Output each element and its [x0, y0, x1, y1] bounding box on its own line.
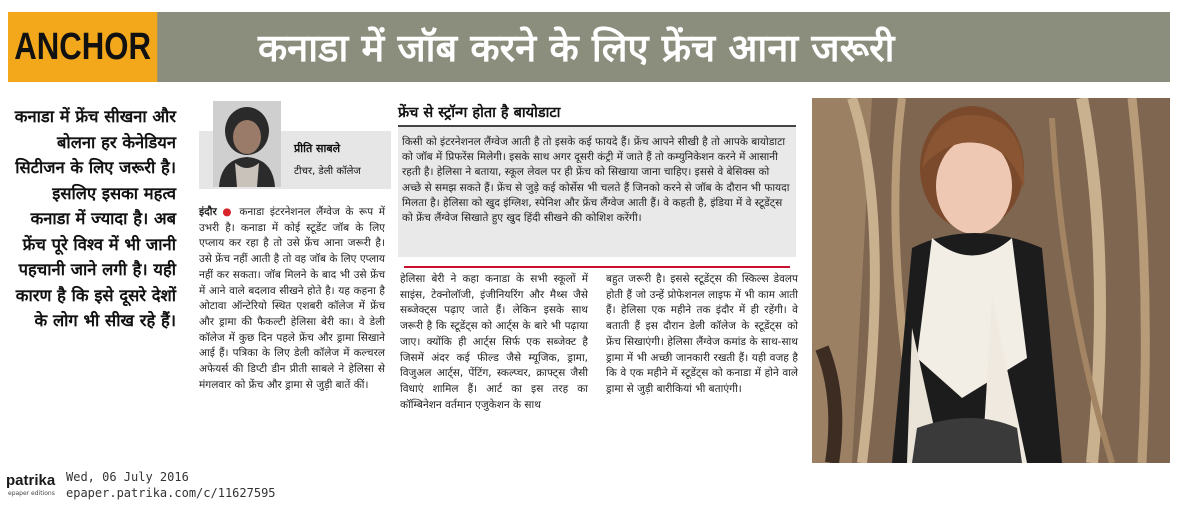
- headline: कनाडा में जॉब करने के लिए फ्रेंच आना जरूरी: [258, 26, 895, 70]
- anchor-tag: ANCHOR: [8, 12, 157, 82]
- patrika-logo-subtitle: epaper editions: [8, 490, 55, 497]
- article-column-3-text: बहुत जरूरी है। इससे स्टूडेंट्स की स्किल्स डेवलप होती हैं जो उन्हें प्रोफेशनल लाइफ में भी काम आती हैं। हेलिसा एक महीने तक इंदौर में ही रहेंगी। वे बताती हैं इस दौरान डेली कॉलेज के स्टूडेंट्स को फ्रेंच सिखाएंगी। हेलिसा लैंग्वेज कमांड के साथ-साथ ड्रामा में भी अच्छी जानकारी रखती हैं। यही वजह है कि वे एक महीने में स्टूडेंट्स को कनाडा में होने वाले ड्रामा से जुड़ी बारीकियां भी बताएंगी।: [606, 273, 798, 395]
- author-portrait-image: [213, 101, 281, 187]
- info-box: [398, 125, 796, 257]
- article-photo: [812, 98, 1170, 463]
- footer-info: [66, 469, 276, 501]
- dateline: इंदौर: [199, 206, 217, 218]
- woman-portrait-image: [812, 98, 1170, 463]
- box-title: फ्रेंच से स्ट्रॉन्ग होता है बायोडाटा: [398, 105, 561, 121]
- info-box-text: किसी को इंटरनेशनल लैंग्वेज आती है तो इसके कई फायदे हैं। फ्रेंच आपने सीखी है तो आपके बायोडाटा को जॉब में प्रिफरेंस मिलेगी। इसके साथ अगर दूसरी कंट्री में जाते हैं तो कम्युनिकेशन करने में आसानी रहती है। हेलिसा ने बताया, स्कूल लेवल पर ही फ्रेंच को सिखाया जाना चाहिए। इससे वे बेसिक्स को अच्छे से समझ सकते हैं। फ्रेंच से जुड़े कई कोर्सेस भी चलते हैं जिनको करने से जॉब के दौरान भी फायदा मिलता है। हेलिसा को खुद इंग्लिश, स्पेनिश और फ्रेंच लैंग्वेज आती हैं। वे कहती है, इंडिया में वे स्टूडेंट्स को फ्रेंच लैंग्वेज सिखाते हुए खुद हिंदी सीखने की कोशिश करेंगी।: [402, 136, 790, 225]
- headline-banner: [8, 12, 1170, 82]
- article-column-1: [199, 205, 385, 393]
- article-column-1-text: कनाडा इंटरनेशनल लैंग्वेज के रूप में उभरी है। कनाडा में कोई स्टूडेंट जॉब के लिए एप्लाय कर रहा है तो उसे फ्रेंच आना जरूरी है। उसे फ्रेंच नहीं आती है तो वह जॉब के लिए एप्लाय नहीं कर सकता। जॉब मिलने के बाद भी उसे फ्रेंच में आने वाले बदलाव सीखने होते है। यह कहना है ओटावा ऑन्टेरियो स्थित एशबरी कॉलेज में फ्रेंच और ड्रामा की फैकल्टी हेलिसा बेरी का। वे डेली कॉलेज में कुछ दिन पहले फ्रेंच और ड्रामा सिखाने आई हैं। पत्रिका के लिए डेली कॉलेज में कल्चरल अफेयर्स की डिप्टी डीन प्रीती साबले ने हेलिसा से मंगलवार को फ्रेंच और ड्रामा से जुड़ी बातें कीं।: [199, 206, 385, 391]
- dateline-bullet-icon: ●: [222, 206, 240, 218]
- red-divider: [404, 266, 790, 268]
- author-photo: [213, 101, 281, 187]
- author-card: [199, 101, 391, 189]
- author-role: टीचर, डेली कॉलेज: [294, 166, 361, 177]
- footer-date: Wed, 06 July 2016: [66, 470, 189, 484]
- article-column-3: [606, 272, 798, 398]
- patrika-logo: patrika: [6, 472, 56, 489]
- article-column-2: [400, 272, 588, 413]
- intro-text: कनाडा में फ्रेंच सीखना और बोलना हर केनेडियन सिटीजन के लिए जरूरी है। इसलिए इसका महत्व कनाडा में ज्यादा है। अब फ्रेंच पूरे विश्व में भी जानी पहचानी जाने लगी है। यही कारण है कि इसे दूसरे देशों के लोग भी सीख रहे हैं।: [14, 107, 176, 330]
- footer-url[interactable]: epaper.patrika.com/c/11627595: [66, 486, 276, 500]
- author-name: प्रीति साबले: [294, 142, 341, 155]
- article-column-2-text: हेलिसा बेरी ने कहा कनाडा के सभी स्कूलों में साइंस, टेक्नोलॉजी, इंजीनियरिंग और मैथ्स जैसे सब्जेक्ट्स पढ़ाए जाते हैं। लेकिन इसके साथ जरूरी है कि स्टूडेंट्स को आर्ट्स के बारे भी पढ़ाया जाए। क्योंकि ही आर्ट्स सिर्फ एक सब्जेक्ट है जिसमें अंदर कई फील्ड जैसे म्यूजिक, ड्रामा, विजुअल आर्ट्स, पेंटिंग, स्कल्प्चर, क्राफ्ट्स जैसी विधाएं शामिल हैं। आर्ट का इस तरह का कॉम्बिनेशन वर्तमान एजुकेशन के साथ: [400, 273, 588, 411]
